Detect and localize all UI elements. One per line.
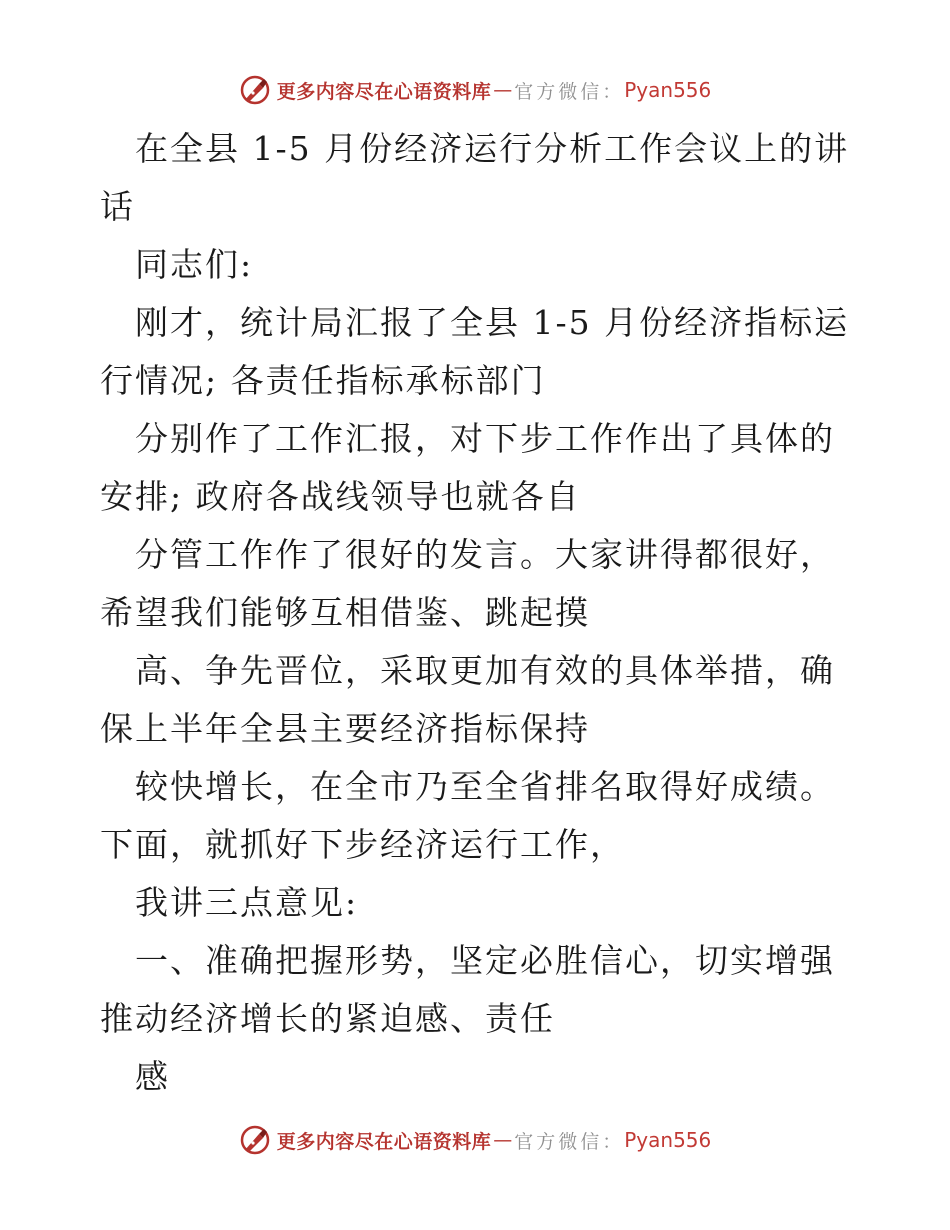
header-watermark-banner (0, 70, 950, 110)
document-body (100, 120, 860, 1106)
body-paragraph: 高、争先晋位，采取更加有效的具体举措，确保上半年全县主要经济指标保持 (100, 651, 835, 748)
pen-nib-circle-icon (239, 74, 271, 106)
body-paragraph: 分管工作作了很好的发言。大家讲得都很好，希望我们能够互相借鉴、跳起摸 (100, 535, 835, 632)
body-paragraph: 我讲三点意见: (135, 883, 359, 922)
document-title: 在全县 1-5 月份经济运行分析工作会议上的讲话 (100, 129, 850, 226)
section-heading: 一、准确把握形势，坚定必胜信心，切实增强推动经济增长的紧迫感、责任 (100, 941, 835, 1038)
banner-contact-label: 官方微信： (514, 1130, 625, 1153)
banner-separator: — (493, 79, 513, 101)
banner-separator: — (493, 1129, 513, 1151)
body-paragraph: 感 (135, 1057, 170, 1096)
banner-brand-text: 更多内容尽在心语资料库 (276, 80, 492, 103)
banner-wechat-id: Pyan556 (624, 1128, 712, 1152)
banner-wechat-id: Pyan556 (624, 78, 712, 102)
pen-nib-circle-icon (239, 1124, 271, 1156)
body-paragraph: 较快增长，在全市乃至全省排名取得好成绩。下面，就抓好下步经济运行工作， (100, 767, 835, 864)
body-paragraph: 刚才，统计局汇报了全县 1-5 月份经济指标运行情况; 各责任指标承标部门 (100, 303, 850, 400)
footer-watermark-banner (0, 1120, 950, 1160)
banner-brand-text: 更多内容尽在心语资料库 (276, 1130, 492, 1153)
banner-contact-label: 官方微信： (514, 80, 625, 103)
body-paragraph: 分别作了工作汇报，对下步工作作出了具体的安排; 政府各战线领导也就各自 (100, 419, 835, 516)
salutation: 同志们: (135, 245, 254, 284)
